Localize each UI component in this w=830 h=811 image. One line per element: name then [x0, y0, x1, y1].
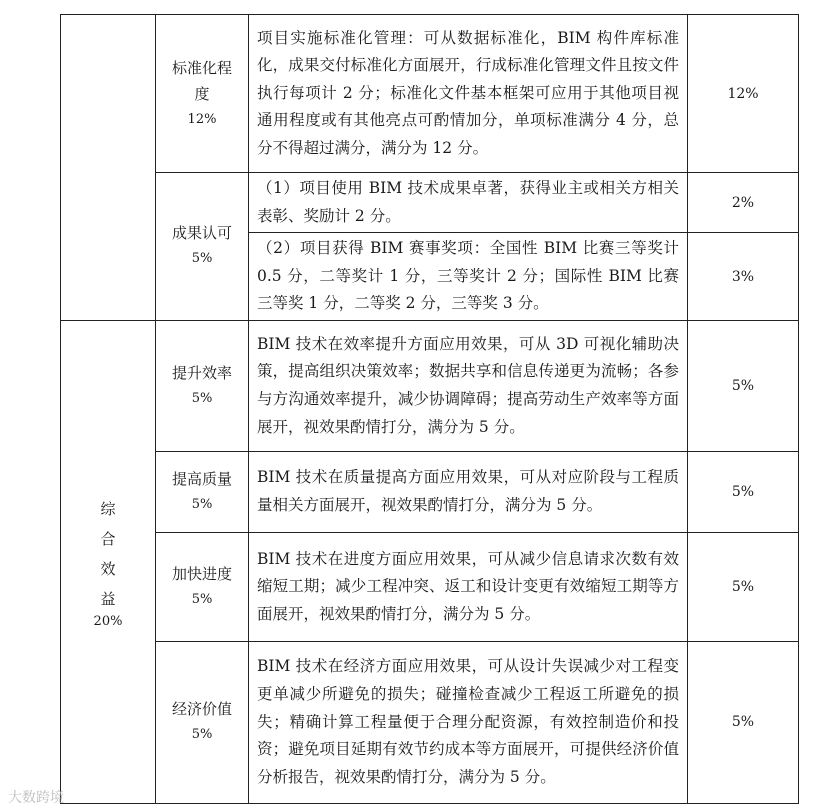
criterion-description: 项目实施标准化管理：可从数据标准化，BIM 构件库标准化，成果交付标准化方面展开，行成标准化管理文件且按文件执行每项计 2 分；标准化文件基本框架可应用于其他项目视通用程度或有其他亮点可酌情加分，单项标准满分 4 分，总分不得超过满分，满分为 12 分。 — [249, 15, 688, 173]
criterion-name: 加快进度 — [171, 564, 232, 583]
table-row — [61, 641, 799, 803]
criterion-name: 提高质量 — [171, 469, 232, 488]
table-row — [61, 320, 799, 451]
criterion-name: 提升效率 — [171, 363, 232, 382]
criterion-description: BIM 技术在效率提升方面应用效果，可从 3D 可视化辅助决策，提高组织决策效率；数据共享和信息传递更为流畅；各参与方沟通效率提升，减少协调障碍；提高劳动生产效率等方面展开，视效果酌情打分，满分为 5 分。 — [249, 320, 688, 451]
score-cell: 2% — [688, 173, 799, 233]
criterion-description: BIM 技术在质量提高方面应用效果，可从对应阶段与工程质量相关方面展开，视效果酌情打分，满分为 5 分。 — [249, 451, 688, 532]
criterion-description: BIM 技术在经济方面应用效果，可从设计失误减少对工程变更单减少所避免的损失；碰撞检查减少工程返工所避免的损失；精确计算工程量便于合理分配资源，有效控制造价和投资；避免项目延期有效节约成本等方面展开，可提供经济价值分析报告，视效果酌情打分，满分为 5 分。 — [249, 641, 688, 803]
criterion-cell — [156, 451, 249, 532]
category-label: 综 合 效 益 — [100, 500, 116, 609]
criterion-cell — [156, 173, 249, 321]
watermark-text: 大数跨境 — [8, 790, 64, 806]
score-cell: 5% — [688, 532, 799, 641]
category-cell-blank — [61, 15, 156, 321]
table-row — [61, 15, 799, 173]
score-cell: 3% — [688, 233, 799, 321]
score-cell: 5% — [688, 451, 799, 532]
criterion-cell — [156, 320, 249, 451]
criterion-description: （1）项目使用 BIM 技术成果卓著，获得业主或相关方相关表彰、奖励计 2 分。 — [249, 173, 688, 233]
criterion-description: （2）项目获得 BIM 赛事奖项：全国性 BIM 比赛三等奖计 0.5 分，二等奖计 1 分，三等奖计 2 分；国际性 BIM 比赛三等奖 1 分，二等奖 2 分，三等奖 3 分。 — [249, 233, 688, 321]
category-weight: 20% — [93, 614, 123, 630]
scoring-table — [60, 14, 799, 804]
criterion-name: 成果认可 — [171, 224, 232, 243]
criterion-weight: 12% — [187, 111, 217, 127]
score-cell: 12% — [688, 15, 799, 173]
criterion-name: 经济价值 — [171, 700, 232, 719]
criterion-weight: 5% — [191, 496, 213, 512]
score-cell: 5% — [688, 641, 799, 803]
criterion-cell — [156, 532, 249, 641]
criterion-name: 标准化程度 — [171, 58, 232, 103]
criterion-weight: 5% — [191, 390, 213, 406]
criterion-cell — [156, 641, 249, 803]
criterion-weight: 5% — [191, 251, 213, 267]
category-cell — [61, 320, 156, 803]
table-row — [61, 532, 799, 641]
criterion-weight: 5% — [191, 591, 213, 607]
criterion-weight: 5% — [191, 727, 213, 743]
table-row — [61, 173, 799, 233]
criterion-description: BIM 技术在进度方面应用效果，可从减少信息请求次数有效缩短工期；减少工程冲突、返工和设计变更有效缩短工期等方面展开，视效果酌情打分，满分为 5 分。 — [249, 532, 688, 641]
score-cell: 5% — [688, 320, 799, 451]
criterion-cell — [156, 15, 249, 173]
table-row — [61, 451, 799, 532]
